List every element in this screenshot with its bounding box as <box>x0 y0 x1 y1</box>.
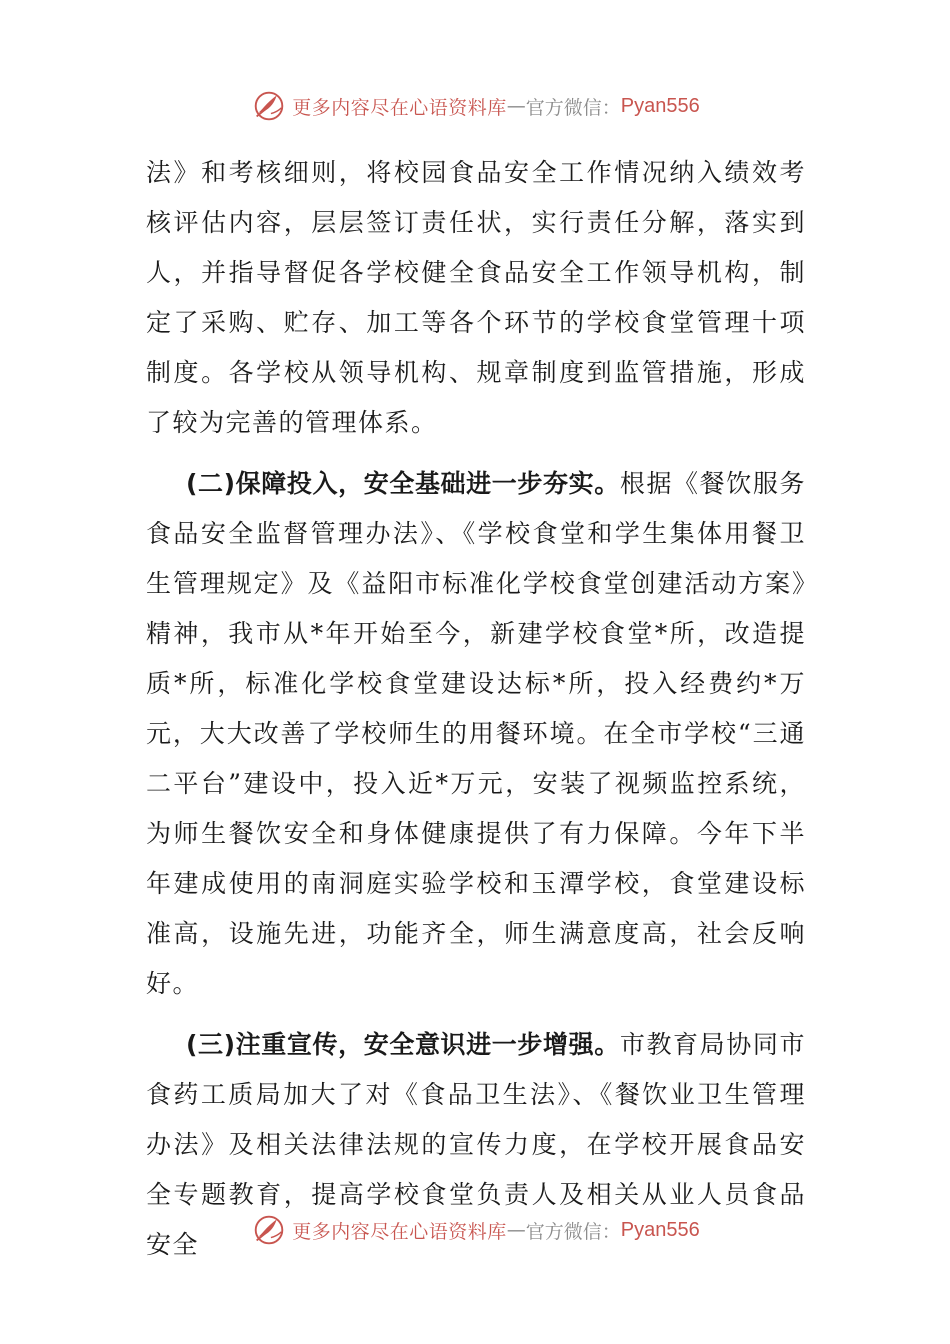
paragraph-1 <box>146 148 806 448</box>
paragraph-1-text: 法》和考核细则，将校园食品安全工作情况纳入绩效考核评估内容，层层签订责任状，实行责任分解，落实到人，并指导督促各学校健全食品安全工作领导机构，制定了采购、贮存、加工等各个环节的学校食堂管理十项制度。各学校从领导机构、规章制度到监管措施，形成了较为完善的管理体系。 <box>146 158 806 437</box>
paragraph-3-heading: (三)注重宣传，安全意识进一步增强。 <box>186 1030 620 1059</box>
watermark-official-label: 官方微信： <box>525 1220 621 1243</box>
watermark-wechat-id: Pyan556 <box>620 1218 700 1241</box>
paragraph-2 <box>146 459 806 1009</box>
paragraph-2-text: 根据《餐饮服务食品安全监督管理办法》、《学校食堂和学生集体用餐卫生管理规定》及《益阳市标准化学校食堂创建活动方案》精神，我市从*年开始至今，新建学校食堂*所，改造提质*所，标准化学校食堂建设达标*所，投入经费约*万元，大大改善了学校师生的用餐环境。在全市学校“三通二平台”建设中，投入近*万元，安装了视频监控系统，为师生餐饮安全和身体健康提供了有力保障。今年下半年建成使用的南洞庭实验学校和玉潭学校，食堂建设标准高，设施先进，功能齐全，师生满意度高，社会反响好。 <box>146 469 806 998</box>
header-watermark <box>0 84 950 128</box>
document-body <box>146 148 806 1270</box>
watermark-official-label: 官方微信： <box>525 96 621 119</box>
watermark-dash: — <box>506 95 526 117</box>
paragraph-2-heading: (二)保障投入，安全基础进一步夯实。 <box>186 469 620 498</box>
paragraph-3-text: 市教育局协同市食药工质局加大了对《食品卫生法》、《餐饮业卫生管理办法》及相关法律法规的宣传力度，在学校开展食品安全专题教育，提高学校食堂负责人及相关从业人员食品安全 <box>146 1030 806 1259</box>
watermark-wechat-id: Pyan556 <box>620 94 700 117</box>
quill-logo-icon <box>250 87 288 125</box>
watermark-brand-text: 更多内容尽在心语资料库 <box>292 96 507 119</box>
watermark-brand-text: 更多内容尽在心语资料库 <box>292 1220 507 1243</box>
quill-logo-icon <box>250 1211 288 1249</box>
watermark-dash: — <box>506 1219 526 1241</box>
footer-watermark <box>0 1208 950 1252</box>
